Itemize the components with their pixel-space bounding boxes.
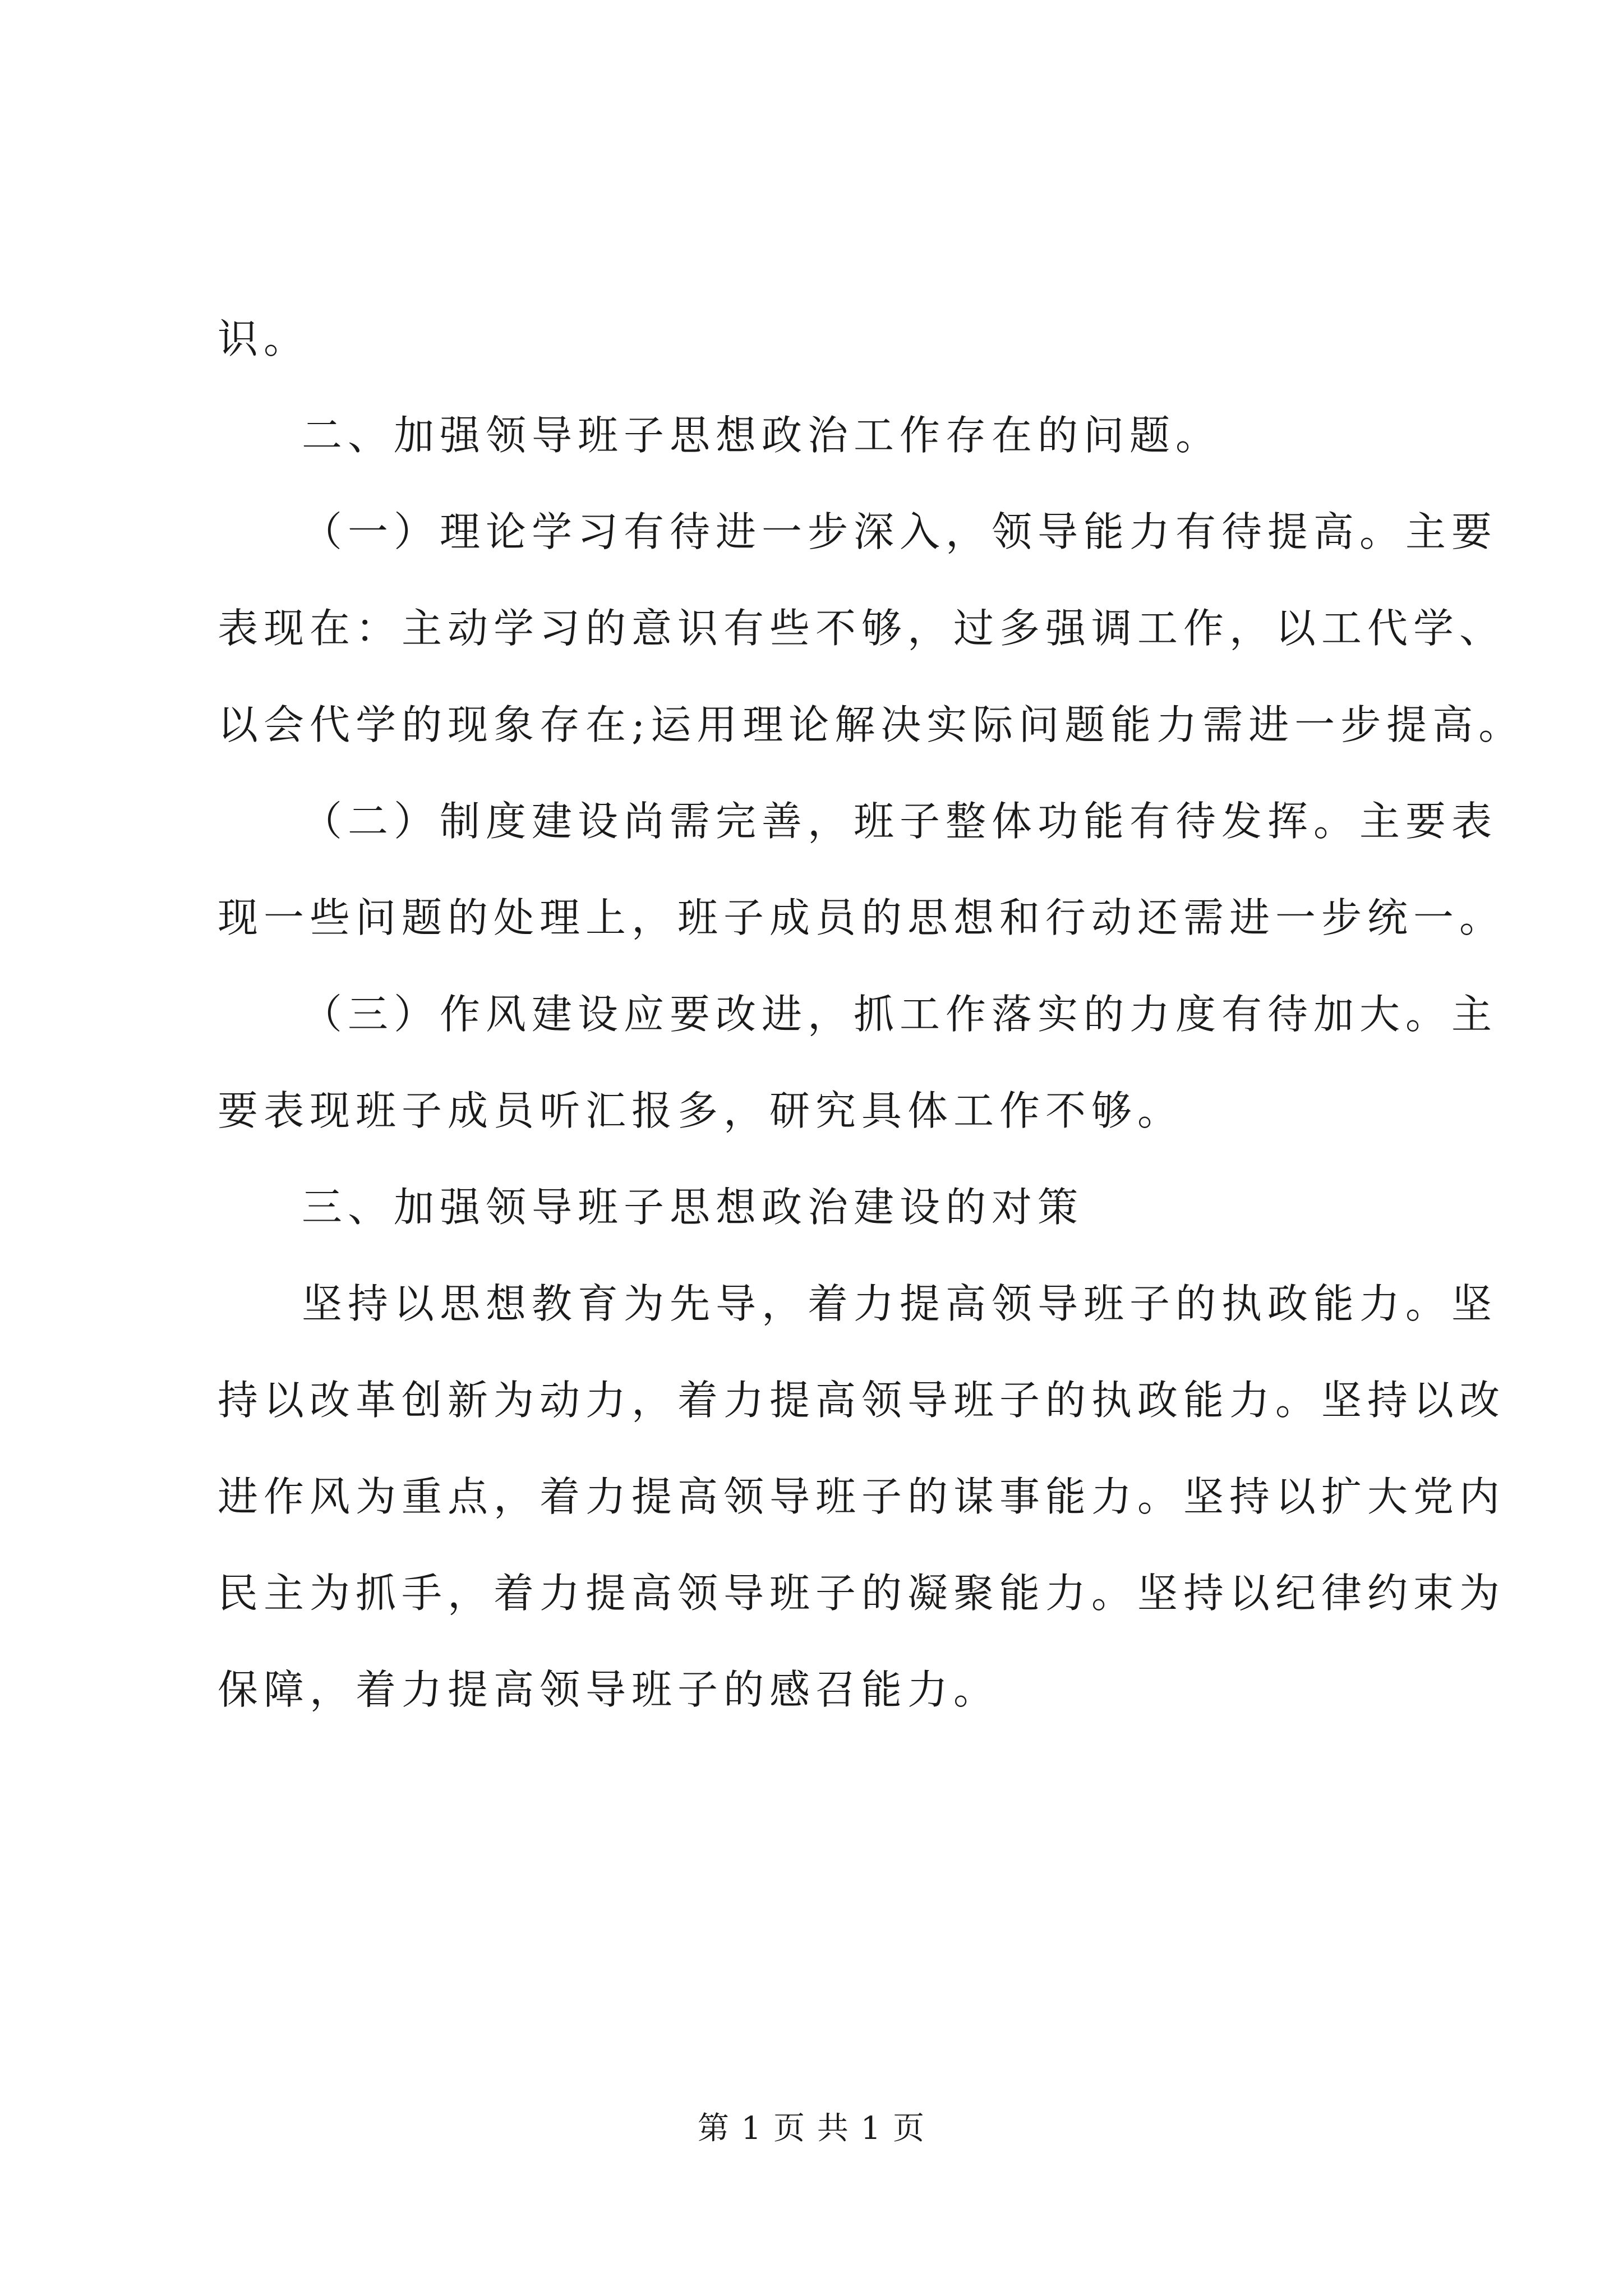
text-line: 要表现班子成员听汇报多，研究具体工作不够。	[218, 1087, 1184, 1134]
text-line: 以会代学的现象存在;运用理论解决实际问题能力需进一步提高。	[218, 701, 1525, 748]
paragraph-start: （三）作风建设应要改进，抓工作落实的力度有待加大。主	[302, 991, 1498, 1038]
section-heading: 二、加强领导班子思想政治工作存在的问题。	[302, 412, 1222, 459]
paragraph-start: （二）制度建设尚需完善，班子整体功能有待发挥。主要表	[302, 798, 1498, 845]
document-body	[218, 291, 1525, 1738]
paragraph-start: 坚持以思想教育为先导，着力提高领导班子的执政能力。坚	[302, 1280, 1498, 1327]
section-heading: 三、加强领导班子思想政治建设的对策	[302, 1184, 1084, 1231]
page-number-footer: 第 1 页 共 1 页	[697, 2110, 926, 2147]
text-line: 现一些问题的处理上，班子成员的思想和行动还需进一步统一。	[218, 894, 1506, 941]
paragraph-start: （一）理论学习有待进一步深入，领导能力有待提高。主要	[302, 508, 1498, 555]
text-line: 保障，着力提高领导班子的感召能力。	[218, 1666, 1000, 1713]
text-line: 表现在：主动学习的意识有些不够，过多强调工作，以工代学、	[218, 605, 1506, 652]
text-line: 识。	[218, 315, 310, 362]
text-line: 民主为抓手，着力提高领导班子的凝聚能力。坚持以纪律约束为	[218, 1570, 1506, 1617]
text-line: 持以改革创新为动力，着力提高领导班子的执政能力。坚持以改	[218, 1377, 1506, 1424]
text-line: 进作风为重点，着力提高领导班子的谋事能力。坚持以扩大党内	[218, 1473, 1506, 1520]
